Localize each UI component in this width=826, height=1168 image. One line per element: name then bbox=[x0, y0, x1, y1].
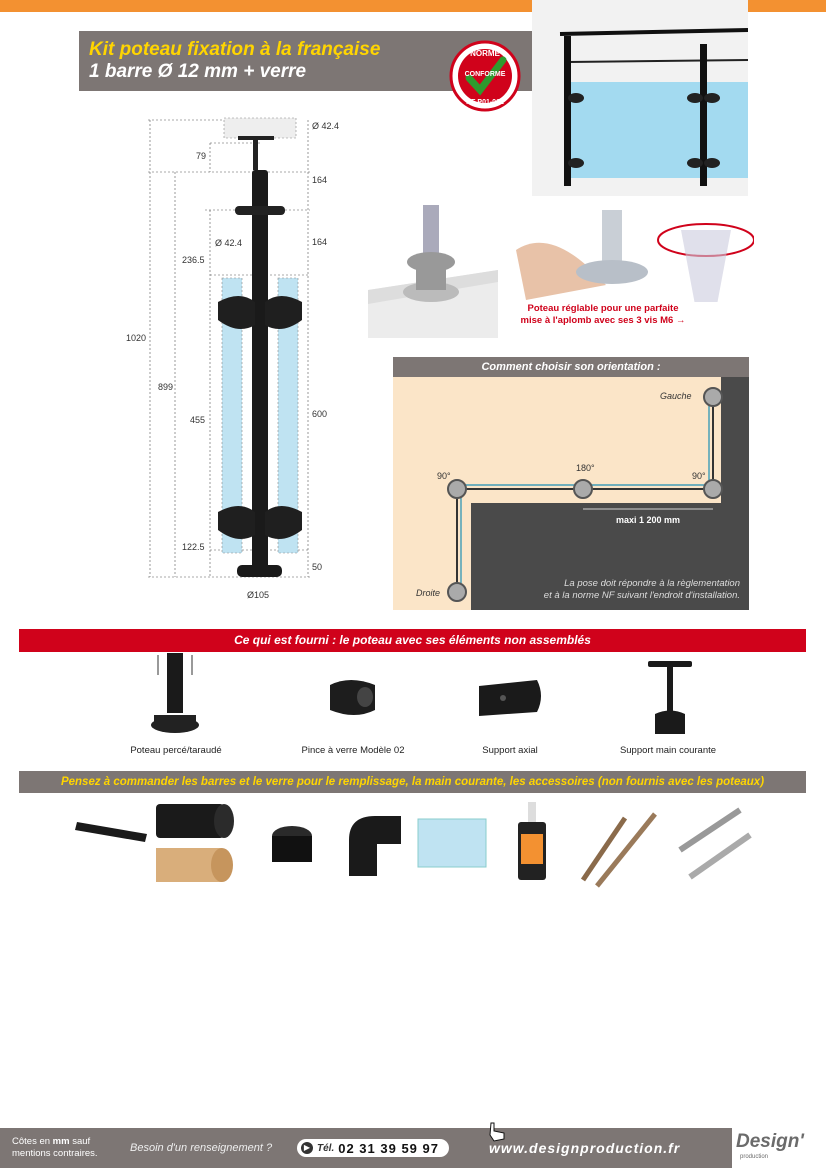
order-title: Pensez à commander les barres et le verre pour le remplissage, la main courante, les accessoires (non fournis avec les poteaux) bbox=[19, 771, 806, 793]
adjust-caption-line2: mise à l'aplomb avec ses 3 vis M6 → bbox=[520, 315, 686, 326]
handrail-support-image bbox=[645, 659, 695, 739]
footer-question: Besoin d'un renseignement ? bbox=[130, 1142, 273, 1154]
dim-600: 600 bbox=[312, 409, 328, 419]
play-icon: ▶ bbox=[301, 1142, 313, 1154]
footer-note-line2: mentions contraires. bbox=[12, 1148, 98, 1159]
drill-bits-image bbox=[575, 810, 665, 890]
dim-164-a: 164 bbox=[312, 175, 328, 185]
footer-note-post: sauf bbox=[69, 1136, 91, 1147]
orientation-note bbox=[470, 578, 740, 602]
dim-1020: 1020 bbox=[126, 333, 147, 343]
dim-899: 899 bbox=[158, 382, 174, 392]
adjust-caption-line1: Poteau réglable pour une parfaite bbox=[527, 303, 679, 314]
orientation-diagram bbox=[393, 377, 749, 610]
dim-164-b: 164 bbox=[312, 237, 328, 247]
footer-note-pre: Côtes en bbox=[12, 1136, 53, 1147]
label-180: 180° bbox=[576, 463, 595, 473]
caption-axial-support: Support axial bbox=[482, 745, 538, 756]
badge-bottom-text: NF P01-012 bbox=[466, 99, 504, 106]
dim-post-diameter: Ø 42.4 bbox=[215, 238, 243, 248]
tel-label: Tél. bbox=[317, 1142, 335, 1154]
base-detail-photo bbox=[368, 200, 498, 338]
badge-middle-text: CONFORME bbox=[464, 71, 506, 78]
railing-photo bbox=[532, 0, 748, 196]
phone-pill[interactable] bbox=[297, 1139, 449, 1157]
dim-top-diameter: Ø 42.4 bbox=[312, 121, 340, 131]
website-link[interactable]: www.designproduction.fr bbox=[489, 1140, 681, 1156]
footer-note bbox=[12, 1136, 98, 1160]
nf-conformity-badge bbox=[449, 40, 521, 112]
dim-79: 79 bbox=[196, 151, 207, 161]
orientation-note-line2: et à la norme NF suivant l'endroit d'installation. bbox=[543, 590, 740, 601]
title-line2: 1 barre Ø 12 mm + verre bbox=[89, 61, 307, 82]
glass-clamp-image bbox=[325, 675, 380, 720]
orientation-note-line1: La pose doit répondre à la règlementation bbox=[564, 578, 740, 589]
caption-glass-clamp: Pince à verre Modèle 02 bbox=[301, 745, 405, 756]
dim-455: 455 bbox=[190, 415, 206, 425]
orientation-title: Comment choisir son orientation : bbox=[393, 357, 749, 377]
adjust-caption bbox=[508, 303, 698, 327]
dim-236: 236.5 bbox=[182, 255, 205, 265]
label-90-right: 90° bbox=[692, 471, 706, 481]
label-90-left: 90° bbox=[437, 471, 451, 481]
anchor-bolts-image bbox=[675, 805, 755, 885]
label-droite: Droite bbox=[416, 588, 441, 598]
thread-lock-image bbox=[512, 802, 552, 882]
logo-sub: production bbox=[740, 1154, 769, 1160]
adjustment-photo bbox=[516, 210, 754, 302]
badge-top-text: NORME bbox=[470, 49, 500, 58]
round-bar-image bbox=[75, 818, 150, 846]
title-line1: Kit poteau fixation à la française bbox=[89, 39, 381, 60]
elbow-image bbox=[345, 810, 405, 880]
dim-122: 122.5 bbox=[182, 542, 205, 552]
post-technical-drawing bbox=[120, 110, 360, 610]
wood-handrail-image bbox=[156, 842, 236, 888]
footer-note-mm: mm bbox=[52, 1136, 70, 1147]
label-gauche: Gauche bbox=[660, 391, 692, 401]
logo-text: Design' bbox=[736, 1131, 804, 1152]
caption-post: Poteau percé/taraudé bbox=[130, 745, 222, 756]
caption-handrail-support: Support main courante bbox=[619, 745, 717, 756]
post-drilled-image bbox=[150, 653, 200, 738]
axial-support-image bbox=[475, 678, 547, 718]
end-cap-image bbox=[268, 822, 316, 872]
glass-panel-image bbox=[417, 818, 487, 868]
phone-number: 02 31 39 59 97 bbox=[338, 1140, 439, 1156]
logo-box bbox=[732, 1128, 826, 1168]
label-maxi: maxi 1 200 mm bbox=[616, 515, 681, 525]
dim-50: 50 bbox=[312, 562, 323, 572]
supplied-title: Ce qui est fourni : le poteau avec ses éléments non assemblés bbox=[19, 629, 806, 652]
dim-base-diameter: Ø105 bbox=[247, 590, 270, 600]
black-handrail-image bbox=[156, 800, 236, 842]
